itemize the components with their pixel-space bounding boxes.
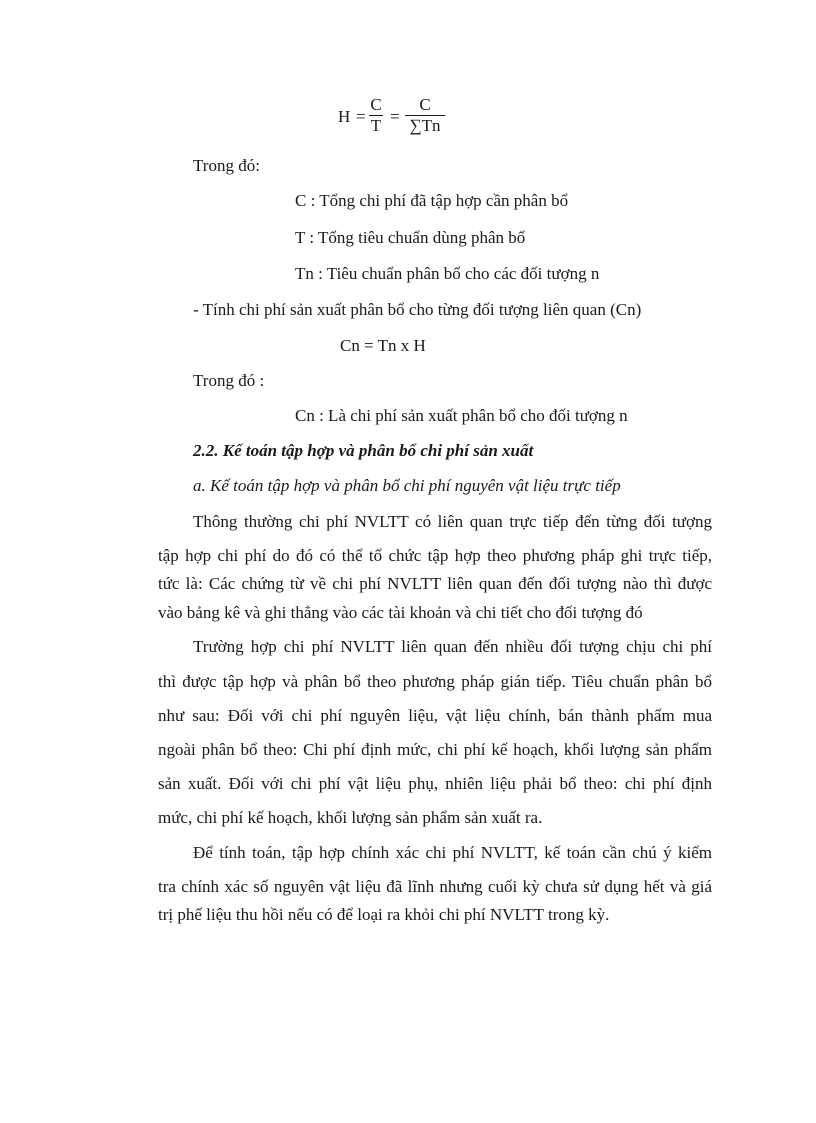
paragraph-3-line-1: Để tính toán, tập hợp chính xác chi phí NVLTT, kế toán cần chú ý kiểm [193,843,712,862]
definition-tn: Tn : Tiêu chuẩn phân bổ cho các đối tượng n [295,264,600,283]
paragraph-3-line-2: tra chính xác số nguyên vật liệu đã lĩnh nhưng cuối kỳ chưa sử dụng hết và giá [158,877,712,896]
formula-cn: Cn = Tn x H [340,336,426,355]
paragraph-2-line-4: ngoài phân bổ theo: Chi phí định mức, chi phí kế hoạch, khối lượng sản phẩm [158,740,712,759]
label-trong-do: Trong đó: [193,156,260,175]
label-trong-do-2: Trong đó : [193,371,265,390]
paragraph-2-line-3: như sau: Đối với chi phí nguyên liệu, vật liệu chính, bán thành phẩm mua [158,706,712,725]
paragraph-2-line-1: Trường hợp chi phí NVLTT liên quan đến nhiều đối tượng chịu chi phí [193,637,712,656]
section-heading-2-2: 2.2. Kế toán tập hợp và phân bổ chi phí sản xuất [193,441,534,460]
fraction-c-over-sum-tn [405,96,445,135]
fraction-c-over-t [369,96,383,135]
paragraph-2-line-6: mức, chi phí kế hoạch, khối lượng sản phẩm sản xuất ra. [158,808,543,827]
paragraph-1-line-3: tức là: Các chứng từ về chi phí NVLTT liên quan đến đối tượng nào thì được [158,574,712,593]
allocation-rate-formula [338,96,458,140]
paragraph-3-line-3: trị phế liệu thu hồi nếu có để loại ra khỏi chi phí NVLTT trong kỳ. [158,905,610,924]
paragraph-2-line-2: thì được tập hợp và phân bổ theo phương pháp gián tiếp. Tiêu chuẩn phân bổ [158,672,712,691]
fraction-denominator: T [370,116,382,135]
bullet-cn: - Tính chi phí sản xuất phân bổ cho từng đối tượng liên quan (Cn) [193,300,642,319]
definition-c: C : Tổng chi phí đã tập hợp cần phân bổ [295,191,569,210]
formula-equals-2: = [390,107,400,126]
formula-equals-1: = [356,107,366,126]
definition-t: T : Tổng tiêu chuẩn dùng phân bổ [295,228,526,247]
fraction-denominator: ∑Tn [409,116,441,135]
paragraph-1-line-2: tập hợp chi phí do đó có thể tổ chức tập hợp theo phương pháp ghi trực tiếp, [158,546,712,565]
definition-cn: Cn : Là chi phí sản xuất phân bổ cho đối tượng n [295,406,628,425]
paragraph-1-line-4: vào bảng kê và ghi thẳng vào các tài khoản và chi tiết cho đối tượng đó [158,603,643,622]
formula-lhs: H [338,107,351,126]
fraction-numerator: C [419,95,431,114]
paragraph-2-line-5: sản xuất. Đối với chi phí vật liệu phụ, nhiên liệu phải bổ theo: chi phí định [158,774,712,793]
fraction-numerator: C [370,95,382,114]
paragraph-1-line-1: Thông thường chi phí NVLTT có liên quan trực tiếp đến từng đối tượng [193,512,712,531]
subsection-heading-a: a. Kế toán tập hợp và phân bổ chi phí nguyên vật liệu trực tiếp [193,476,621,495]
